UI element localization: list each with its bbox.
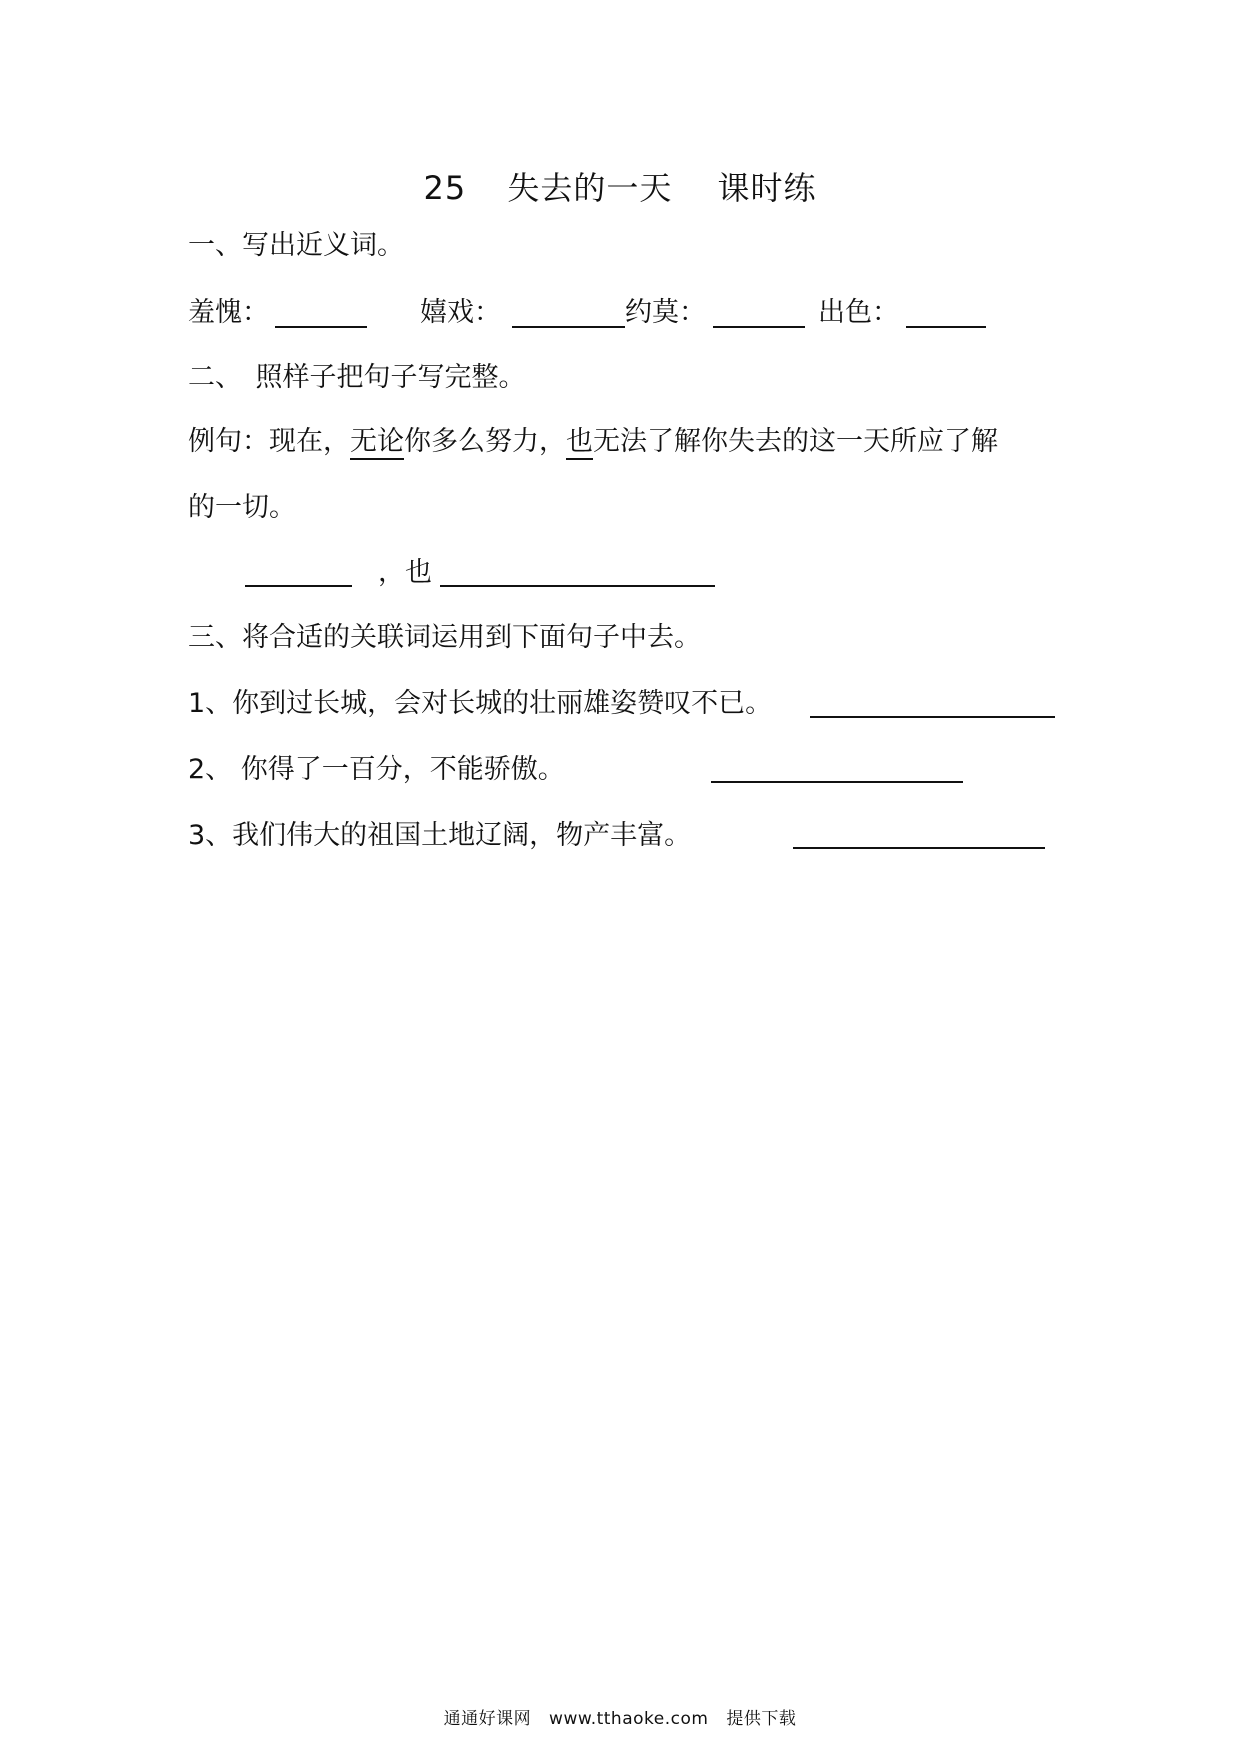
conjunction-item-2: 2、 你得了一百分，不能骄傲。 bbox=[188, 754, 565, 785]
synonym-blank-4[interactable] bbox=[906, 326, 986, 328]
conjunction-item-3: 3、我们伟大的祖国土地辽阔，物产丰富。 bbox=[188, 820, 692, 851]
example-fill-blank-1[interactable] bbox=[245, 585, 352, 587]
footer-site-name: 通通好课网 bbox=[443, 1709, 532, 1729]
section-2-heading: 二、 照样子把句子写完整。 bbox=[188, 362, 526, 393]
page-footer bbox=[0, 1704, 1240, 1729]
conjunction-blank-1[interactable] bbox=[810, 716, 1055, 718]
example-sentence-line-2: 的一切。 bbox=[188, 492, 296, 523]
example-connective-1: 无论 bbox=[350, 426, 404, 460]
example-sentence-line-1 bbox=[188, 424, 998, 460]
section-3-heading: 三、将合适的关联词运用到下面句子中去。 bbox=[188, 622, 701, 653]
synonym-word-3: 约莫： bbox=[625, 297, 706, 328]
example-rest: 无法了解你失去的这一天所应了解 bbox=[593, 426, 998, 457]
section-1-heading: 一、写出近义词。 bbox=[188, 230, 404, 261]
synonym-word-1: 羞愧： bbox=[188, 297, 269, 328]
footer-url: www.tthaoke.com bbox=[549, 1709, 709, 1729]
page-title bbox=[0, 163, 1240, 209]
conjunction-item-1: 1、你到过长城，会对长城的壮丽雄姿赞叹不已。 bbox=[188, 688, 773, 719]
footer-note: 提供下载 bbox=[726, 1709, 797, 1729]
example-fill-blank-2[interactable] bbox=[440, 585, 715, 587]
conjunction-blank-3[interactable] bbox=[793, 847, 1045, 849]
example-fill-middle: ，也 bbox=[378, 557, 432, 588]
synonym-word-2: 嬉戏： bbox=[420, 297, 501, 328]
synonym-blank-2[interactable] bbox=[512, 326, 625, 328]
conjunction-blank-2[interactable] bbox=[711, 781, 963, 783]
example-prefix: 例句：现在， bbox=[188, 426, 350, 457]
synonym-word-4: 出色： bbox=[818, 297, 899, 328]
lesson-suffix: 课时练 bbox=[717, 169, 817, 207]
lesson-name: 失去的一天 bbox=[507, 169, 673, 207]
synonym-blank-1[interactable] bbox=[275, 326, 367, 328]
synonym-blank-3[interactable] bbox=[713, 326, 805, 328]
lesson-number: 25 bbox=[423, 169, 467, 207]
example-connective-2: 也 bbox=[566, 426, 593, 460]
example-middle: 你多么努力， bbox=[404, 426, 566, 457]
